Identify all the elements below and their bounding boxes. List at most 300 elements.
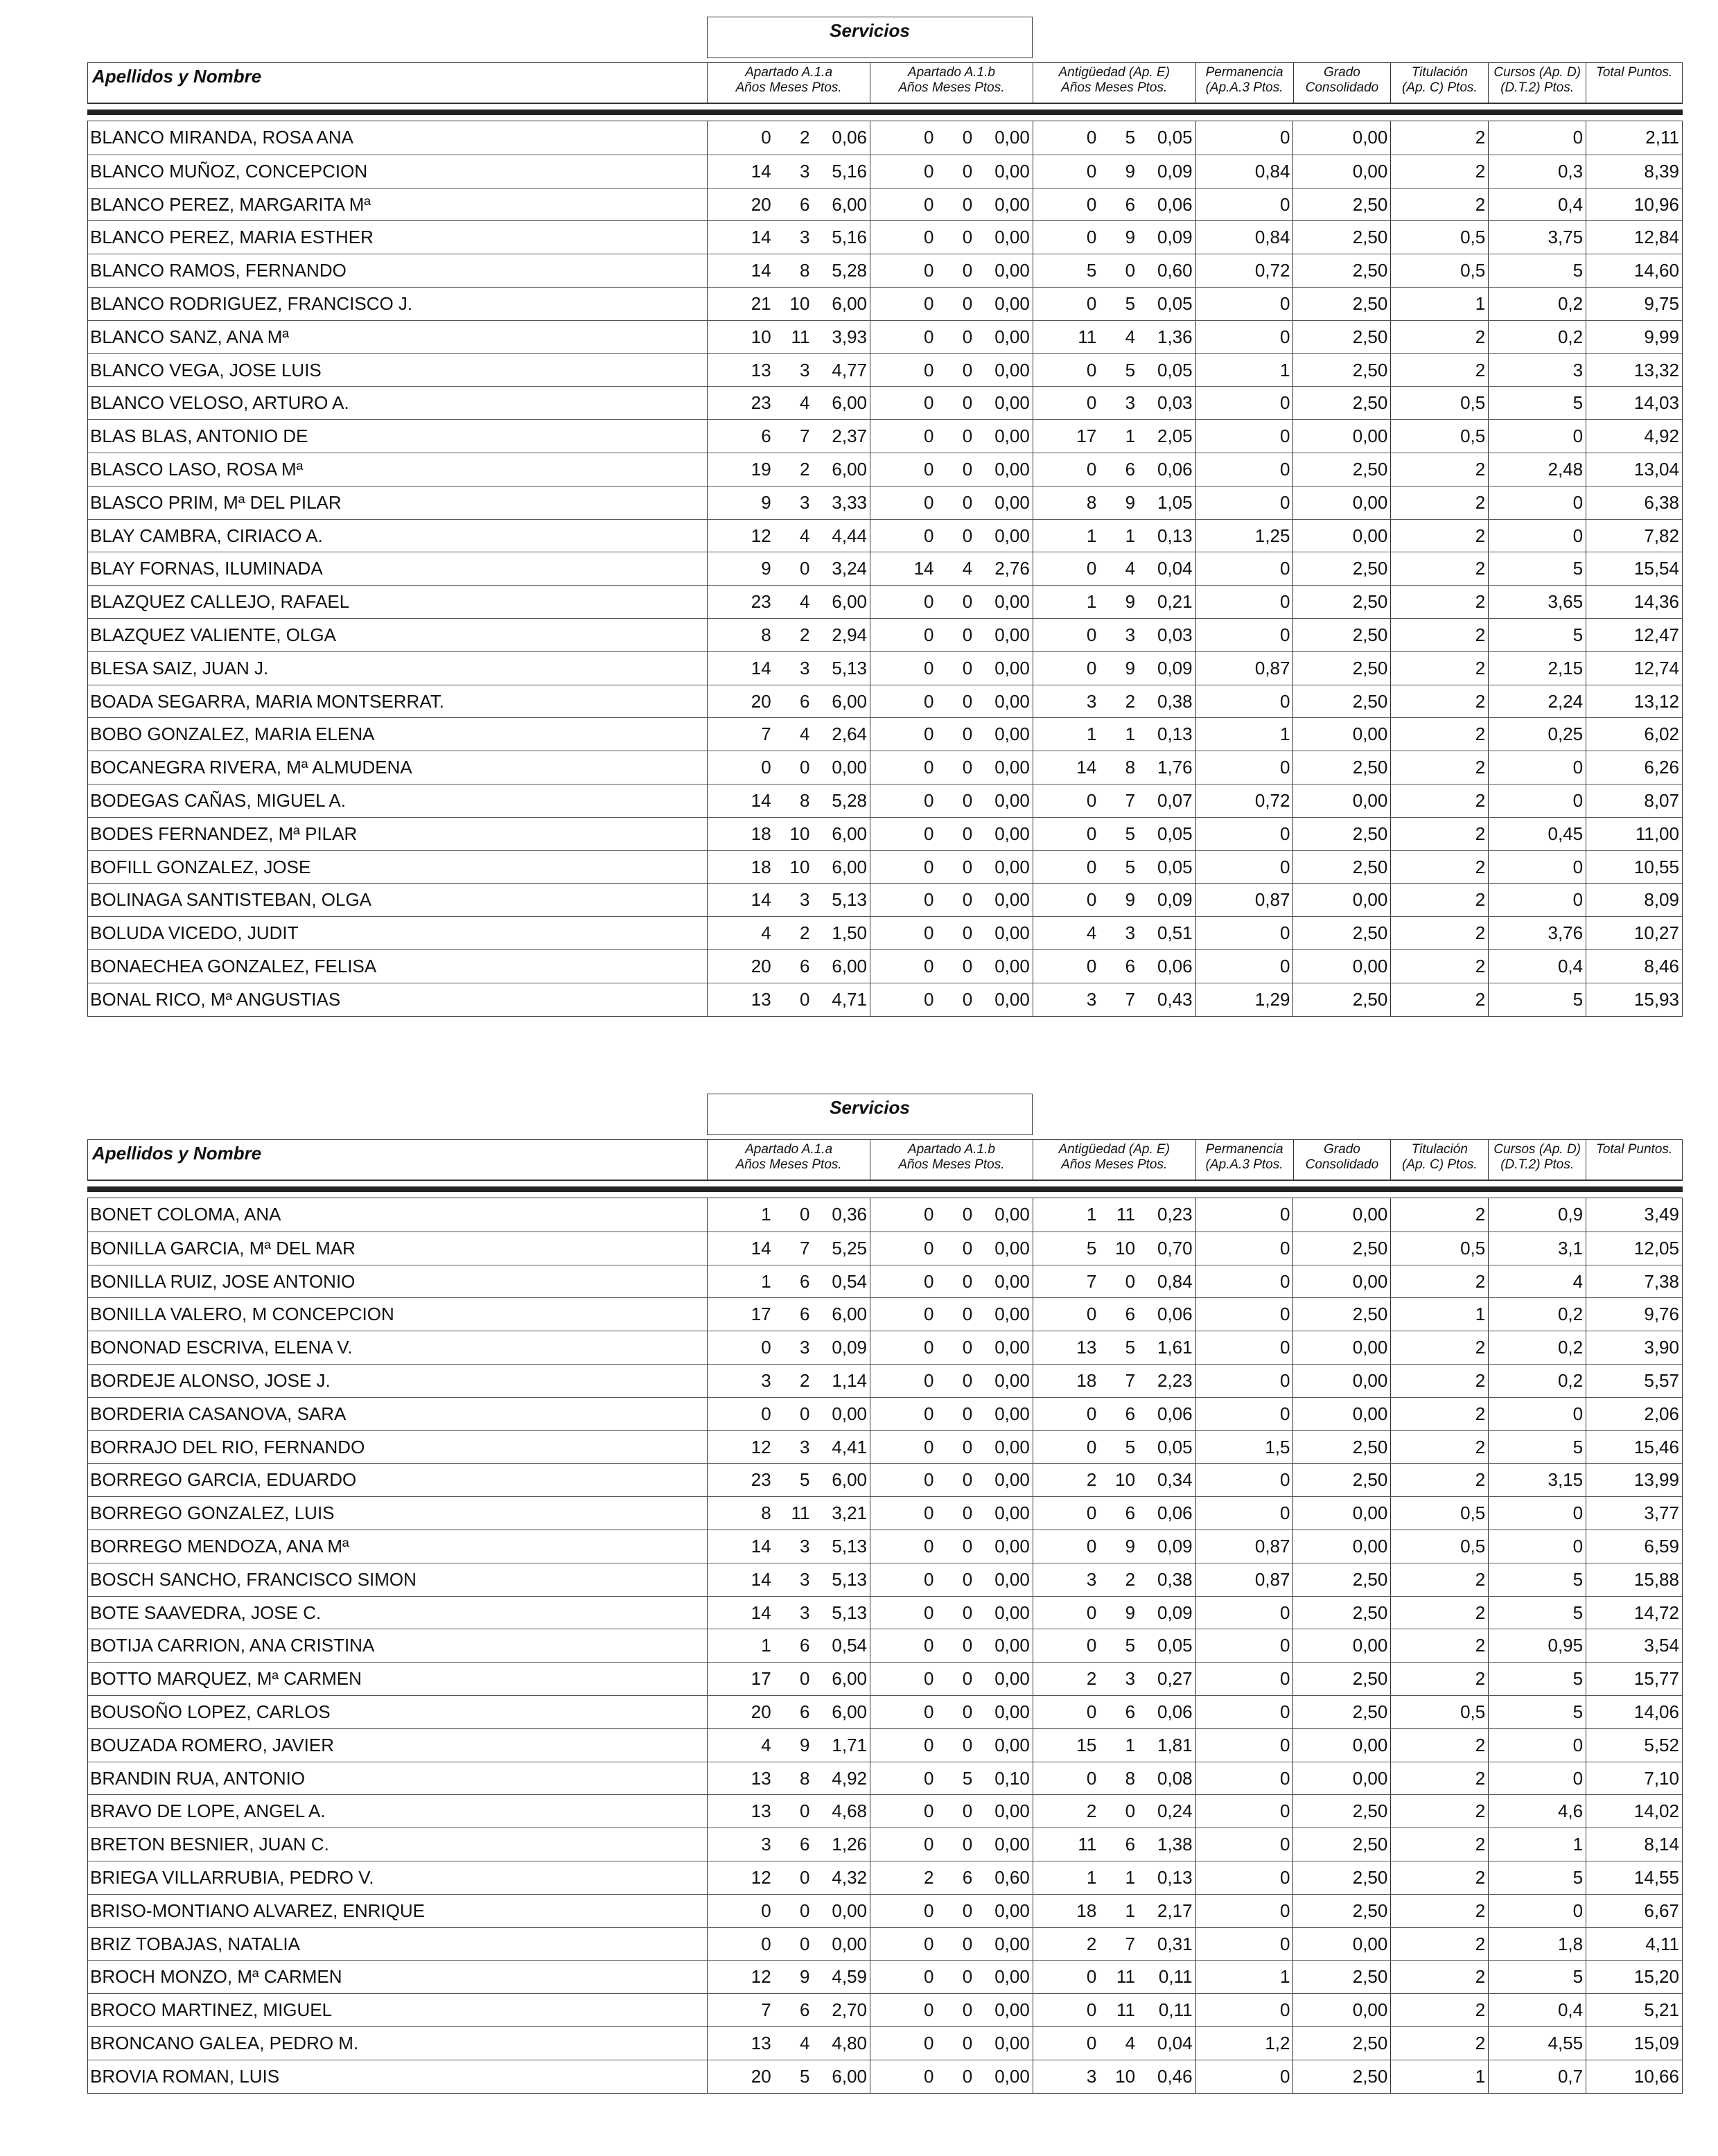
- cell-group-a1a: [707, 420, 870, 453]
- cell-group-a1b: [870, 354, 1033, 387]
- cell-antiguedad-meses: 9: [1125, 889, 1136, 911]
- cell-nombre: BRAVO DE LOPE, ANGEL A.: [90, 1800, 326, 1822]
- cell-group-antiguedad: [1033, 354, 1195, 387]
- cell-a1a-anos: 20: [751, 2065, 771, 2087]
- cell-group-a1b: [870, 785, 1033, 817]
- cell-a1a-anos: 0: [761, 1403, 771, 1424]
- cell-antiguedad-ptos: 0,03: [1157, 392, 1193, 414]
- cell-a1b-meses: 0: [962, 988, 973, 1010]
- cell-antiguedad-meses: 0: [1125, 1800, 1136, 1822]
- cell-permanencia: 0: [1195, 2060, 1293, 2093]
- cell-antiguedad-anos: 0: [1086, 1304, 1097, 1325]
- cell-permanencia: 0,87: [1195, 652, 1293, 685]
- cell-cursos: 4,6: [1488, 1795, 1586, 1828]
- cell-a1a-ptos: 0,06: [832, 127, 868, 148]
- cell-a1a-anos: 21: [751, 292, 771, 314]
- cell-group-a1b: [870, 453, 1033, 486]
- cell-permanencia: 0,87: [1195, 1530, 1293, 1563]
- cell-antiguedad-anos: 18: [1076, 1900, 1097, 1921]
- cell-total: 14,03: [1586, 387, 1682, 419]
- cell-a1b-meses: 0: [962, 657, 973, 678]
- cell-cursos: 0: [1488, 420, 1586, 453]
- cell-antiguedad-anos: 0: [1086, 1767, 1097, 1789]
- cell-titulacion: 0,5: [1390, 420, 1488, 453]
- table-row: [88, 320, 1682, 353]
- cell-antiguedad-anos: 11: [1078, 326, 1097, 347]
- table-row: [88, 1232, 1682, 1265]
- cell-a1a-ptos: 4,92: [832, 1767, 868, 1789]
- cell-a1b-anos: 0: [924, 292, 934, 314]
- cell-cursos: 0: [1488, 751, 1586, 784]
- cell-a1b-ptos: 0,00: [994, 724, 1030, 745]
- cell-a1a-anos: 19: [751, 458, 771, 480]
- cell-a1b-meses: 0: [962, 1602, 973, 1623]
- cell-a1b-ptos: 0,00: [994, 1403, 1030, 1424]
- cell-group-a1a: [707, 884, 870, 916]
- cell-permanencia: 0: [1195, 586, 1293, 618]
- cell-a1a-ptos: 5,13: [832, 1568, 868, 1590]
- cell-group-antiguedad: [1033, 1497, 1195, 1530]
- cell-a1a-meses: 6: [799, 193, 810, 215]
- cell-a1b-anos: 0: [924, 757, 934, 778]
- cell-cursos: 0: [1488, 1497, 1586, 1530]
- cell-a1a-meses: 6: [799, 1270, 810, 1292]
- cell-nombre: BLESA SAIZ, JUAN J.: [90, 657, 269, 678]
- cell-a1a-anos: 14: [751, 657, 771, 678]
- cell-grado: 2,50: [1292, 2027, 1390, 2060]
- cell-a1b-meses: 4: [962, 558, 973, 579]
- cell-nombre: BORDEJE ALONSO, JOSE J.: [90, 1369, 331, 1391]
- cell-grado: 0,00: [1292, 1331, 1390, 1364]
- cell-total: 8,39: [1586, 155, 1682, 188]
- cell-a1b-anos: 0: [924, 1900, 934, 1921]
- cell-a1b-ptos: 0,00: [994, 2032, 1030, 2053]
- cell-a1a-ptos: 2,37: [832, 426, 868, 447]
- cell-total: 12,05: [1586, 1232, 1682, 1265]
- cell-a1a-ptos: 5,13: [832, 1602, 868, 1623]
- cell-group-a1a: [707, 1331, 870, 1364]
- cell-group-a1b: [870, 1928, 1033, 1961]
- cell-a1b-ptos: 0,00: [994, 1568, 1030, 1590]
- cell-nombre: BONILLA GARCIA, Mª DEL MAR: [90, 1237, 356, 1259]
- cell-a1b-anos: 0: [924, 2032, 934, 2053]
- cell-grado: 2,50: [1292, 917, 1390, 949]
- table-row: [88, 1430, 1682, 1464]
- cell-antiguedad-ptos: 0,05: [1157, 1436, 1193, 1457]
- cell-a1a-ptos: 1,26: [832, 1834, 868, 1855]
- cell-nombre: BLANCO MUÑOZ, CONCEPCION: [90, 160, 368, 182]
- cell-a1b-ptos: 0,00: [994, 458, 1030, 480]
- cell-a1b-ptos: 0,00: [994, 988, 1030, 1010]
- cell-group-a1a: [707, 1497, 870, 1530]
- cell-a1a-anos: 9: [761, 491, 771, 513]
- cell-group-a1b: [870, 1331, 1033, 1364]
- cell-group-antiguedad: [1033, 1464, 1195, 1496]
- cell-a1b-anos: 0: [924, 359, 934, 380]
- cell-grado: 0,00: [1292, 155, 1390, 188]
- cell-a1a-ptos: 4,77: [832, 359, 868, 380]
- table-row: [88, 188, 1682, 221]
- cell-antiguedad-meses: 5: [1125, 856, 1136, 877]
- cell-group-antiguedad: [1033, 387, 1195, 419]
- cell-a1a-ptos: 0,36: [832, 1204, 868, 1225]
- cell-antiguedad-meses: 7: [1125, 1933, 1136, 1954]
- cell-antiguedad-anos: 0: [1086, 292, 1097, 314]
- cell-total: 14,02: [1586, 1795, 1682, 1828]
- cell-group-a1a: [707, 818, 870, 850]
- cell-titulacion: 2: [1390, 121, 1488, 155]
- cell-a1a-anos: 9: [761, 558, 771, 579]
- cell-a1b-anos: 0: [924, 326, 934, 347]
- cell-a1b-ptos: 0,00: [994, 1337, 1030, 1358]
- cell-cursos: 5: [1488, 1861, 1586, 1894]
- cell-group-a1a: [707, 851, 870, 884]
- cell-group-a1b: [870, 387, 1033, 419]
- cell-cursos: 4: [1488, 1265, 1586, 1298]
- cell-total: 12,84: [1586, 221, 1682, 254]
- cell-a1b-meses: 0: [962, 1635, 973, 1656]
- cell-cursos: 0,7: [1488, 2060, 1586, 2093]
- cell-total: 6,67: [1586, 1895, 1682, 1927]
- cell-nombre: BOADA SEGARRA, MARIA MONTSERRAT.: [90, 690, 444, 712]
- cell-cursos: 3,15: [1488, 1464, 1586, 1496]
- cell-a1b-meses: 0: [962, 2032, 973, 2053]
- cell-nombre: BLASCO PRIM, Mª DEL PILAR: [90, 491, 342, 513]
- col-header-permanencia: Permanencia (Ap.A.3 Ptos.: [1195, 63, 1293, 103]
- cell-titulacion: 2: [1390, 321, 1488, 353]
- cell-antiguedad-ptos: 0,06: [1157, 1403, 1193, 1424]
- cell-a1b-anos: 0: [924, 2065, 934, 2087]
- cell-group-a1a: [707, 1365, 870, 1397]
- cell-titulacion: 0,5: [1390, 387, 1488, 419]
- cell-group-antiguedad: [1033, 851, 1195, 884]
- cell-a1a-anos: 14: [751, 789, 771, 811]
- cell-antiguedad-ptos: 0,60: [1157, 260, 1193, 281]
- cell-permanencia: 0: [1195, 1994, 1293, 2026]
- table-row: [88, 2026, 1682, 2060]
- cell-a1a-anos: 10: [751, 326, 771, 347]
- cell-group-a1b: [870, 1895, 1033, 1927]
- cell-antiguedad-ptos: 0,09: [1157, 889, 1193, 911]
- cell-a1b-anos: 0: [924, 227, 934, 248]
- cell-nombre: BLAY FORNAS, ILUMINADA: [90, 558, 323, 579]
- cell-a1a-anos: 18: [751, 856, 771, 877]
- cell-titulacion: 2: [1390, 1795, 1488, 1828]
- cell-a1a-meses: 0: [799, 1800, 810, 1822]
- cell-antiguedad-anos: 5: [1086, 1237, 1097, 1259]
- cell-cursos: 5: [1488, 1663, 1586, 1695]
- cell-total: 8,07: [1586, 785, 1682, 817]
- cell-group-a1a: [707, 1265, 870, 1298]
- cell-a1b-meses: 0: [962, 922, 973, 944]
- cell-a1b-ptos: 0,00: [994, 1270, 1030, 1292]
- cell-a1b-ptos: 0,00: [994, 1436, 1030, 1457]
- cell-antiguedad-ptos: 0,09: [1157, 657, 1193, 678]
- cell-group-a1a: [707, 1464, 870, 1496]
- cell-permanencia: 0: [1195, 1629, 1293, 1662]
- cell-titulacion: 2: [1390, 950, 1488, 983]
- cell-nombre: BROCH MONZO, Mª CARMEN: [90, 1966, 342, 1988]
- cell-antiguedad-ptos: 0,31: [1157, 1933, 1193, 1954]
- cell-antiguedad-anos: 2: [1086, 1668, 1097, 1690]
- cell-titulacion: 2: [1390, 520, 1488, 552]
- cell-a1a-meses: 3: [799, 1436, 810, 1457]
- cell-total: 5,52: [1586, 1729, 1682, 1762]
- cell-a1b-anos: 14: [913, 558, 934, 579]
- cell-a1a-ptos: 6,00: [832, 1668, 868, 1690]
- cell-group-a1a: [707, 2060, 870, 2093]
- table-row: [88, 1695, 1682, 1728]
- cell-group-a1b: [870, 851, 1033, 884]
- cell-group-a1b: [870, 1961, 1033, 1993]
- cell-a1a-anos: 20: [751, 690, 771, 712]
- cell-grado: 2,50: [1292, 1696, 1390, 1728]
- cell-titulacion: 2: [1390, 1994, 1488, 2026]
- cell-permanencia: 0: [1195, 1331, 1293, 1364]
- cell-group-a1a: [707, 1298, 870, 1331]
- cell-cursos: 3,76: [1488, 917, 1586, 949]
- cell-grado: 2,50: [1292, 1861, 1390, 1894]
- cell-a1a-meses: 0: [799, 1933, 810, 1954]
- cell-cursos: 0,4: [1488, 950, 1586, 983]
- cell-grado: 0,00: [1292, 718, 1390, 751]
- cell-grado: 0,00: [1292, 1198, 1390, 1232]
- col-header-nombre: Apellidos y Nombre: [92, 66, 262, 87]
- table-row: [88, 419, 1682, 453]
- cell-titulacion: 2: [1390, 1663, 1488, 1695]
- cell-total: 4,92: [1586, 420, 1682, 453]
- cell-group-antiguedad: [1033, 189, 1195, 221]
- cell-group-a1b: [870, 1431, 1033, 1464]
- cell-titulacion: 2: [1390, 1729, 1488, 1762]
- cell-a1b-ptos: 0,00: [994, 359, 1030, 380]
- cell-cursos: 0: [1488, 851, 1586, 884]
- cell-nombre: BODEGAS CAÑAS, MIGUEL A.: [90, 789, 346, 811]
- cell-a1b-anos: 0: [924, 426, 934, 447]
- cell-group-a1a: [707, 1961, 870, 1993]
- cell-a1b-anos: 0: [924, 690, 934, 712]
- cell-grado: 0,00: [1292, 950, 1390, 983]
- cell-antiguedad-ptos: 1,61: [1157, 1337, 1193, 1358]
- column-header-row: [87, 62, 1683, 104]
- cell-permanencia: 0: [1195, 420, 1293, 453]
- cell-a1a-meses: 2: [799, 458, 810, 480]
- table-row: [88, 817, 1682, 850]
- cell-antiguedad-meses: 11: [1116, 1204, 1136, 1225]
- cell-grado: 2,50: [1292, 453, 1390, 486]
- cell-grado: 2,50: [1292, 354, 1390, 387]
- cell-group-a1a: [707, 685, 870, 718]
- cell-nombre: BODES FERNANDEZ, Mª PILAR: [90, 823, 358, 844]
- cell-a1b-ptos: 0,00: [994, 1834, 1030, 1855]
- cell-grado: 2,50: [1292, 1232, 1390, 1265]
- cell-group-a1b: [870, 1530, 1033, 1563]
- table-row: [88, 751, 1682, 784]
- cell-antiguedad-ptos: 0,13: [1157, 525, 1193, 546]
- cell-titulacion: 2: [1390, 2027, 1488, 2060]
- cell-titulacion: 0,5: [1390, 1530, 1488, 1563]
- cell-nombre: BLAS BLAS, ANTONIO DE: [90, 426, 308, 447]
- table-row: [88, 1828, 1682, 1861]
- cell-permanencia: 0,87: [1195, 1563, 1293, 1596]
- cell-grado: 2,50: [1292, 751, 1390, 784]
- cell-a1a-meses: 2: [799, 127, 810, 148]
- cell-a1b-meses: 0: [962, 292, 973, 314]
- cell-antiguedad-meses: 9: [1125, 227, 1136, 248]
- cell-a1b-ptos: 0,00: [994, 1999, 1030, 2021]
- cell-group-a1a: [707, 1795, 870, 1828]
- cell-cursos: 0,2: [1488, 288, 1586, 320]
- cell-a1b-meses: 0: [962, 1900, 973, 1921]
- cell-antiguedad-meses: 3: [1125, 1668, 1136, 1690]
- cell-a1b-meses: 0: [962, 160, 973, 182]
- cell-a1b-anos: 0: [924, 1403, 934, 1424]
- cell-a1b-anos: 0: [924, 1701, 934, 1722]
- cell-a1a-ptos: 6,00: [832, 1701, 868, 1722]
- cell-antiguedad-meses: 5: [1125, 292, 1136, 314]
- cell-nombre: BORDERIA CASANOVA, SARA: [90, 1403, 347, 1424]
- cell-group-antiguedad: [1033, 155, 1195, 188]
- cell-cursos: 0,3: [1488, 155, 1586, 188]
- cell-grado: 0,00: [1292, 520, 1390, 552]
- cell-a1b-ptos: 0,00: [994, 591, 1030, 613]
- cell-titulacion: 2: [1390, 354, 1488, 387]
- cell-a1a-meses: 4: [799, 2032, 810, 2053]
- cell-a1b-ptos: 0,00: [994, 823, 1030, 844]
- cell-permanencia: 0: [1195, 1696, 1293, 1728]
- cell-a1a-anos: 13: [751, 359, 771, 380]
- cell-cursos: 3: [1488, 354, 1586, 387]
- cell-total: 12,74: [1586, 652, 1682, 685]
- cell-cursos: 5: [1488, 1563, 1586, 1596]
- cell-group-a1b: [870, 221, 1033, 254]
- cell-total: 2,06: [1586, 1398, 1682, 1430]
- cell-cursos: 0,25: [1488, 718, 1586, 751]
- cell-grado: 2,50: [1292, 1895, 1390, 1927]
- cell-a1a-meses: 6: [799, 690, 810, 712]
- cell-grado: 0,00: [1292, 884, 1390, 916]
- cell-total: 9,76: [1586, 1298, 1682, 1331]
- cell-group-antiguedad: [1033, 1365, 1195, 1397]
- cell-antiguedad-meses: 1: [1125, 525, 1136, 546]
- cell-a1a-meses: 6: [799, 955, 810, 976]
- cell-a1b-anos: 0: [924, 1337, 934, 1358]
- cell-nombre: BONET COLOMA, ANA: [90, 1204, 281, 1225]
- cell-a1b-meses: 0: [962, 724, 973, 745]
- cell-a1a-anos: 17: [751, 1304, 771, 1325]
- cell-permanencia: 0,72: [1195, 785, 1293, 817]
- cell-antiguedad-ptos: 0,06: [1157, 458, 1193, 480]
- cell-a1b-meses: 0: [962, 1535, 973, 1557]
- cell-antiguedad-anos: 3: [1086, 690, 1097, 712]
- cell-a1b-ptos: 0,00: [994, 1966, 1030, 1988]
- cell-antiguedad-anos: 0: [1086, 823, 1097, 844]
- cell-total: 9,99: [1586, 321, 1682, 353]
- cell-titulacion: 2: [1390, 884, 1488, 916]
- cell-grado: 2,50: [1292, 221, 1390, 254]
- cell-antiguedad-meses: 9: [1125, 1535, 1136, 1557]
- cell-nombre: BOLUDA VICEDO, JUDIT: [90, 922, 299, 944]
- cell-group-antiguedad: [1033, 1431, 1195, 1464]
- cell-titulacion: 2: [1390, 1828, 1488, 1861]
- cell-total: 15,93: [1586, 983, 1682, 1016]
- cell-group-a1a: [707, 221, 870, 254]
- cell-a1b-ptos: 0,00: [994, 624, 1030, 645]
- table-row: [88, 1960, 1682, 1993]
- cell-titulacion: 2: [1390, 685, 1488, 718]
- cell-antiguedad-ptos: 0,06: [1157, 1502, 1193, 1524]
- cell-a1b-ptos: 0,00: [994, 326, 1030, 347]
- cell-grado: 2,50: [1292, 619, 1390, 651]
- cell-group-a1b: [870, 619, 1033, 651]
- cell-a1a-meses: 3: [799, 160, 810, 182]
- cell-antiguedad-anos: 15: [1076, 1734, 1097, 1755]
- cell-group-a1a: [707, 2027, 870, 2060]
- cell-grado: 0,00: [1292, 1497, 1390, 1530]
- cell-a1b-anos: 0: [924, 856, 934, 877]
- cell-a1a-meses: 7: [799, 1237, 810, 1259]
- cell-a1b-anos: 0: [924, 988, 934, 1010]
- cell-a1b-anos: 0: [924, 1568, 934, 1590]
- cell-grado: 2,50: [1292, 586, 1390, 618]
- cell-group-antiguedad: [1033, 1331, 1195, 1364]
- cell-group-a1b: [870, 552, 1033, 585]
- cell-a1a-ptos: 4,32: [832, 1866, 868, 1888]
- cell-a1b-meses: 0: [962, 392, 973, 414]
- cell-group-a1b: [870, 189, 1033, 221]
- cell-group-antiguedad: [1033, 1597, 1195, 1629]
- cell-cursos: 5: [1488, 983, 1586, 1016]
- cell-cursos: 0: [1488, 1729, 1586, 1762]
- table-row: [88, 2060, 1682, 2093]
- cell-a1a-anos: 7: [761, 724, 771, 745]
- table-row: [88, 618, 1682, 651]
- cell-group-a1a: [707, 1232, 870, 1265]
- cell-permanencia: 0: [1195, 453, 1293, 486]
- cell-a1a-anos: 0: [761, 1337, 771, 1358]
- cell-group-a1b: [870, 2060, 1033, 2093]
- cell-a1a-meses: 0: [799, 558, 810, 579]
- cell-grado: 0,00: [1292, 1928, 1390, 1961]
- cell-antiguedad-meses: 10: [1115, 2065, 1136, 2087]
- cell-antiguedad-anos: 5: [1086, 260, 1097, 281]
- col-header-nombre: Apellidos y Nombre: [92, 1143, 262, 1164]
- col-header-a1a: Apartado A.1.a Años Meses Ptos.: [707, 1140, 870, 1180]
- cell-antiguedad-anos: 18: [1076, 1369, 1097, 1391]
- cell-group-a1a: [707, 552, 870, 585]
- cell-permanencia: 0: [1195, 818, 1293, 850]
- cell-titulacion: 2: [1390, 818, 1488, 850]
- col-header-titulacion: Titulación (Ap. C) Ptos.: [1390, 63, 1488, 103]
- cell-titulacion: 1: [1390, 2060, 1488, 2093]
- cell-permanencia: 0: [1195, 950, 1293, 983]
- cell-a1a-ptos: 6,00: [832, 292, 868, 314]
- cell-antiguedad-anos: 0: [1086, 193, 1097, 215]
- cell-a1a-meses: 3: [799, 889, 810, 911]
- cell-a1a-meses: 3: [799, 1568, 810, 1590]
- cell-nombre: BONILLA RUIZ, JOSE ANTONIO: [90, 1270, 356, 1292]
- cell-antiguedad-meses: 1: [1125, 1734, 1136, 1755]
- cell-a1a-anos: 13: [751, 1767, 771, 1789]
- cell-nombre: BLAY CAMBRA, CIRIACO A.: [90, 525, 323, 546]
- header-divider: [87, 109, 1683, 115]
- cell-nombre: BOUZADA ROMERO, JAVIER: [90, 1734, 335, 1755]
- cell-antiguedad-anos: 0: [1086, 127, 1097, 148]
- cell-antiguedad-meses: 8: [1125, 1767, 1136, 1789]
- cell-antiguedad-ptos: 0,34: [1157, 1469, 1193, 1491]
- cell-cursos: 0,2: [1488, 1298, 1586, 1331]
- cell-a1a-anos: 12: [751, 1866, 771, 1888]
